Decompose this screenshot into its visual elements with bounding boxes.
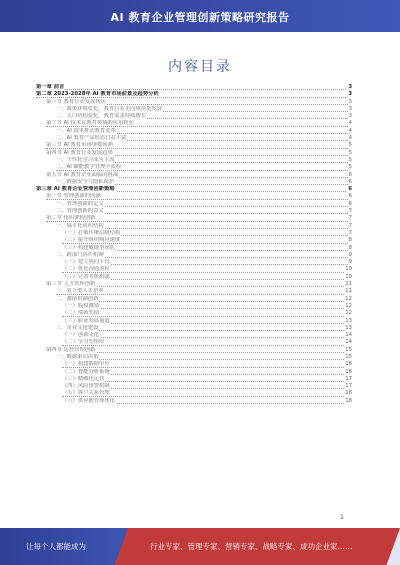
header-bar <box>0 0 400 32</box>
toc-entry-page: 13 <box>345 324 352 331</box>
toc-entry[interactable] <box>36 91 352 98</box>
toc-entry-page: 14 <box>345 339 352 346</box>
toc-entry-text: 二、跨部门协作机制 <box>56 251 104 258</box>
toc-entry[interactable] <box>36 339 352 346</box>
toc-entry-page: 4 <box>348 120 352 127</box>
toc-entry[interactable] <box>36 106 352 113</box>
toc-entry-text: 一、复合型人才培养 <box>56 288 104 295</box>
toc-entry[interactable] <box>36 223 352 230</box>
toc-entry-text: 二、AI 教育产品形态日益丰富 <box>56 135 127 142</box>
toc-entry-text: （二）优化沟通流程 <box>62 266 110 273</box>
toc-entry-page: 6 <box>348 200 352 207</box>
toc-entry-text: （一）建立协同平台 <box>62 259 110 266</box>
toc-entry-page: 5 <box>348 142 352 149</box>
toc-entry-page: 3 <box>348 113 352 120</box>
toc-entry-text: 第二节 AI 技术在教育领域的应用现状 <box>46 120 135 127</box>
toc-entry[interactable] <box>36 361 352 368</box>
toc-entry[interactable] <box>36 142 352 149</box>
toc-entry-page: 4 <box>348 127 352 134</box>
toc-entry[interactable] <box>36 113 352 120</box>
toc-entry-page: 4 <box>348 135 352 142</box>
toc-entry-text: （一）股权激励 <box>62 302 100 309</box>
toc-entry-page: 12 <box>345 295 352 302</box>
toc-entry-text: （一）构建数据中台 <box>62 361 110 368</box>
toc-entry-page: 3 <box>348 84 352 90</box>
toc-entry[interactable] <box>36 99 352 106</box>
toc-entry-page: 6 <box>348 178 352 185</box>
toc-entry-page: 12 <box>345 310 352 317</box>
toc-entry-text: 一、扁平化组织结构 <box>56 222 104 229</box>
table-of-contents <box>36 84 352 405</box>
toc-entry[interactable] <box>36 390 352 397</box>
toc-entry-page: 16 <box>345 368 352 375</box>
toc-entry-page: 7 <box>348 208 352 215</box>
toc-entry[interactable] <box>36 215 352 222</box>
toc-entry[interactable] <box>36 259 352 266</box>
toc-entry-page: 3 <box>348 91 352 98</box>
toc-entry-page: 7 <box>348 215 352 222</box>
toc-entry[interactable] <box>36 193 352 200</box>
toc-entry-text: （六）供应链管理优化 <box>62 397 115 404</box>
toc-entry[interactable] <box>36 186 352 193</box>
toc-entry-text: （三）职业发展通道 <box>62 317 110 324</box>
toc-entry-text: 一、数据安全与隐私保护 <box>56 178 115 185</box>
toc-entry-page: 12 <box>345 302 352 309</box>
toc-entry-text: 第五节 AI 教育企业面临的挑战 <box>46 171 119 178</box>
toc-entry-page: 17 <box>345 375 352 382</box>
toc-entry-page: 9 <box>348 259 352 266</box>
footer-banner <box>0 528 400 565</box>
toc-entry-text: 第三节 人才管理创新 <box>46 281 96 288</box>
toc-entry-page: 15 <box>345 353 352 360</box>
toc-entry-text: （一）创新文化 <box>62 332 100 339</box>
toc-entry-page: 6 <box>348 193 352 200</box>
toc-entry-text: （三）精细化运营 <box>62 375 105 382</box>
toc-entry-page: 10 <box>345 273 352 280</box>
toc-entry-text: （一）打破传统层级结构 <box>62 229 121 236</box>
page-number: 1 <box>340 514 344 521</box>
toc-entry-text: 三、企业文化建设 <box>56 324 99 331</box>
toc-entry-text: （二）绩效奖励 <box>62 310 100 317</box>
toc-entry[interactable] <box>36 310 352 317</box>
toc-entry-page: 8 <box>348 237 352 244</box>
toc-entry-page: 5 <box>348 156 352 163</box>
toc-entry[interactable] <box>36 332 352 339</box>
toc-entry[interactable] <box>36 120 352 127</box>
toc-entry-text: 第二章 2023-2028年 AI 教育市场前景及趋势分析 <box>36 91 159 98</box>
toc-entry[interactable] <box>36 376 352 383</box>
toc-entry-page: 17 <box>345 383 352 390</box>
toc-entry[interactable] <box>36 128 352 135</box>
toc-entry[interactable] <box>36 172 352 179</box>
toc-entry-text: （五）客户关系管理 <box>62 390 110 397</box>
toc-entry[interactable] <box>36 237 352 244</box>
toc-entry[interactable] <box>36 208 352 215</box>
toc-entry-page: 7 <box>348 229 352 236</box>
toc-entry-text: 第二节 组织架构创新 <box>46 215 96 222</box>
footer-slogan-left: 让每个人都能成为 <box>26 542 86 551</box>
toc-entry-text: 第三章 AI 教育企业管理创新策略 <box>36 186 115 193</box>
toc-entry[interactable] <box>36 296 352 303</box>
toc-entry-page: 6 <box>348 171 352 178</box>
report-title: AI 教育企业管理创新策略研究报告 <box>110 11 290 24</box>
toc-entry-text: 一、管理创新的定义 <box>56 200 104 207</box>
toc-entry-text: （三）构建敏捷型团队 <box>62 244 115 251</box>
toc-entry-text: （三）完善考核机制 <box>62 273 110 280</box>
toc-entry[interactable] <box>36 150 352 157</box>
toc-entry-text: 一、AI 技术推动教育变革 <box>56 127 116 134</box>
toc-entry-page: 3 <box>348 105 352 112</box>
toc-entry[interactable] <box>36 347 352 354</box>
toc-entry-page: 8 <box>348 244 352 251</box>
toc-entry[interactable] <box>36 201 352 208</box>
toc-entry-text: （二）智能分析系统 <box>62 368 110 375</box>
toc-entry-text: 一、数据驱动决策 <box>56 353 99 360</box>
toc-entry-text: （二）提升组织响应速度 <box>62 237 121 244</box>
toc-entry[interactable] <box>36 135 352 142</box>
toc-entry-text: （二）学习型组织 <box>62 339 105 346</box>
toc-entry[interactable] <box>36 398 352 405</box>
toc-entry[interactable] <box>36 274 352 281</box>
toc-entry-page: 10 <box>345 266 352 273</box>
toc-entry-text: 第四节 运营管理创新 <box>46 346 96 353</box>
toc-entry-text: 第三节 AI 教育市场规模预测 <box>46 142 113 149</box>
toc-entry-page: 5 <box>348 149 352 156</box>
toc-entry[interactable] <box>36 84 352 91</box>
toc-entry-text: 一、个性化学习成为主流 <box>56 156 115 163</box>
toc-entry-text: 第四节 AI 教育行业发展趋势 <box>46 149 113 156</box>
toc-entry[interactable] <box>36 164 352 171</box>
toc-entry[interactable] <box>36 245 352 252</box>
toc-entry-text: （四）风险预警机制 <box>62 383 110 390</box>
toc-entry-text: 二、管理创新的意义 <box>56 208 104 215</box>
toc-entry-page: 18 <box>345 397 352 404</box>
toc-title: 内容目录 <box>168 59 232 75</box>
toc-entry[interactable] <box>36 303 352 310</box>
toc-entry-text: 二、人口结构变化，教育需求持续增长 <box>56 113 147 120</box>
toc-entry[interactable] <box>36 369 352 376</box>
toc-entry-page: 11 <box>345 281 352 288</box>
toc-entry[interactable] <box>36 252 352 259</box>
toc-entry-text: 第一章 前言 <box>36 84 65 90</box>
toc-entry-text: 二、激励机制创新 <box>56 295 99 302</box>
toc-entry[interactable] <box>36 179 352 186</box>
toc-entry[interactable] <box>36 281 352 288</box>
toc-entry-page: 3 <box>348 98 352 105</box>
toc-entry[interactable] <box>36 266 352 273</box>
toc-entry-page: 7 <box>348 222 352 229</box>
toc-entry[interactable] <box>36 383 352 390</box>
toc-entry-page: 15 <box>345 346 352 353</box>
toc-entry-page: 11 <box>345 288 352 295</box>
toc-entry-page: 9 <box>348 251 352 258</box>
toc-entry-page: 16 <box>345 361 352 368</box>
toc-entry[interactable] <box>36 354 352 361</box>
toc-entry-page: 6 <box>348 186 352 193</box>
footer-slogan-right: 行业专家、管理专家、营销专家、战略专家、成功企业家…… <box>150 542 353 551</box>
toc-entry-page: 18 <box>345 390 352 397</box>
toc-entry[interactable] <box>36 318 352 325</box>
toc-entry-text: 一、政策环境变化，教育行业走向规范化发展 <box>56 105 162 112</box>
toc-entry-text: 第一节 教育行业发展现状 <box>46 98 106 105</box>
toc-entry-text: 第一节 管理创新的内涵 <box>46 193 101 200</box>
toc-entry-text: 二、AI 赋能教学管理全流程 <box>56 164 122 171</box>
toc-entry-page: 5 <box>348 164 352 171</box>
toc-entry[interactable] <box>36 325 352 332</box>
toc-entry-page: 14 <box>345 332 352 339</box>
toc-entry[interactable] <box>36 288 352 295</box>
toc-entry[interactable] <box>36 157 352 164</box>
toc-entry-page: 13 <box>345 317 352 324</box>
toc-entry[interactable] <box>36 230 352 237</box>
